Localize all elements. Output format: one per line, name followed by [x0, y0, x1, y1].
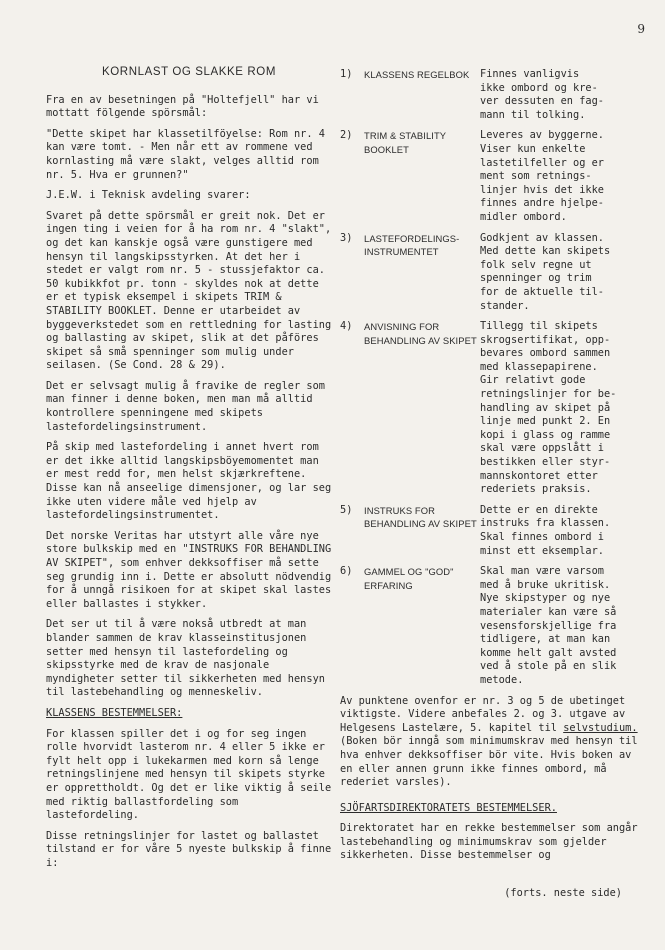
- left-column: [46, 66, 332, 877]
- item-number: 4): [340, 320, 353, 333]
- paragraph: På skip med lastefordeling i annet hvert rom er det ikke alltid langskipsböyemomentet man er mest redd for, men helst skjærkreftene. Disse kan nå anseelige dimensjoner, og lar seg ikke uten videre måle ved hjelp av lastefordelingsinstrumentet.: [46, 441, 332, 522]
- paragraph: Det norske Veritas har utstyrt alle våre nye store bulkskip med en "INSTRUKS FOR BEHANDLING AV SKIPET", som enhver dekksoffiser må sette seg grundig inn i. Dette er absolutt nödvendig for å unngå risikoen for at skipet skal lastes eller ballastes i stykker.: [46, 529, 332, 610]
- list-item: [340, 504, 640, 558]
- item-description: Dette er en direkte instruks fra klassen. Skal finnes ombord i minst ett eksemplar.: [480, 503, 611, 557]
- summary-paragraph: Av punktene ovenfor er nr. 3 og 5 de ubetinget viktigste. Videre anbefales 2. og 3. utgave av Helgesens Lastelære, 5. kapitel til selvstudium. (Boken bör inngå som minimumskrav med hensyn til hva enhver dekksoffiser bör vite. Hvis boken av en eller annen grunn ikke finnes ombord, må rederiet varsles).: [340, 694, 638, 789]
- page-number: 9: [637, 22, 645, 36]
- item-name: INSTRUKS FOR BEHANDLING AV SKIPET: [364, 504, 477, 530]
- item-name: LASTEFORDELINGS-INSTRUMENTET: [364, 232, 460, 258]
- paragraph: For klassen spiller det i og for seg ingen rolle hvorvidt lasterom nr. 4 eller 5 ikke er fylt helt opp i lukekarmen med korn så lenge retningslinjene med hensyn til skipets styrke er opprettholdt. Og det er like viktig å seile med riktig ballastfordeling som lastefordeling.: [46, 727, 332, 822]
- section-heading: KLASSENS BESTEMMELSER:: [46, 706, 183, 719]
- paragraph: J.E.W. i Teknisk avdeling svarer:: [46, 189, 251, 202]
- paragraph: Svaret på dette spörsmål er greit nok. Det er ingen ting i veien for å ha rom nr. 4 "slakt", og det kan kanskje også være gunstigere med hensyn til langskipsstyrken. At det her i stedet er valgt rom nr. 5 - stussjefaktor ca. 50 kubikkfot pr. tonn - skyldes nok at dette er et typisk eksempel i skipets TRIM & STABILITY BOOKLET. Denne er utarbeidet av byggeverkstedet som en rettledning for lasting og ballasting av skipet, slik at det påföres skipet så små spenninger som mulig under seilasen. (Se Cond. 28 & 29).: [46, 209, 332, 372]
- item-number: 1): [340, 68, 353, 80]
- item-description: Tillegg til skipets skrogsertifikat, opp- bevares ombord sammen med klassepapirene. Gir relativt gode retningslinjer for be- handling av skipet på linje med punkt 2. En kopi i glass og ramme skal være oppslått i bestikken eller styr- mannskontoret etter rederiets praksis.: [480, 320, 617, 496]
- paragraph: Fra en av besetningen på "Holtefjell" har vi mottatt fölgende spörsmål:: [46, 93, 319, 120]
- item-description: Leveres av byggerne. Viser kun enkelte lastetilfeller og er ment som retnings- linjer hvis det ikke finnes andre hjelpe- midler ombord.: [480, 129, 604, 223]
- item-name: KLASSENS REGELBOK: [364, 69, 470, 80]
- list-item: [340, 232, 640, 314]
- item-number: 3): [340, 231, 353, 244]
- continued-note: (forts. neste side): [504, 887, 622, 900]
- item-number: 6): [340, 565, 353, 578]
- item-description: Godkjent av klassen. Med dette kan skipets folk selv regne ut spenninger og trim for de aktuelle til- stander.: [480, 231, 611, 312]
- item-number: 2): [340, 129, 353, 142]
- paragraph: Det er selvsagt mulig å fravike de regler som man finner i denne boken, men man må alltid kontrollere spenningene med skipets lastefordelingsinstrument.: [46, 379, 325, 433]
- item-description: Finnes vanligvis ikke ombord og kre- ver dessuten en fag- mann til tolking.: [480, 68, 604, 121]
- article-title: KORNLAST OG SLAKKE ROM: [101, 66, 277, 78]
- paragraph: Disse retningslinjer for lastet og ballastet tilstand er for våre 5 nyeste bulkskip å finne i:: [46, 829, 332, 869]
- item-number: 5): [340, 503, 353, 516]
- item-name: TRIM & STABILITY BOOKLET: [364, 130, 446, 155]
- item-name: GAMMEL OG "GOD" ERFARING: [364, 566, 454, 591]
- list-item: [340, 320, 640, 497]
- section-heading: SJÖFARTSDIREKTORATETS BESTEMMELSER.: [340, 801, 557, 814]
- list-item: [340, 565, 640, 687]
- item-description: Skal man være varsom med å bruke ukritisk. Nye skipstyper og nye materialer kan være så vesensforskjellige fra tidligere, at man kan komme helt galt avsted ved å stole på en slik metode.: [480, 565, 617, 686]
- paragraph: Direktoratet har en rekke bestemmelser som angår lastebehandling og minimumskrav som gjelder sikkerheten. Disse bestemmelser og: [340, 822, 638, 862]
- paragraph: Det ser ut til å være nokså utbredt at man blander sammen de krav klasseinstitusjonen setter med hensyn til lastefordeling og skipsstyrke med de krav de nasjonale myndigheter setter til sikkerheten med hensyn til lastebehandling og menneskeliv.: [46, 618, 325, 699]
- emphasis: selvstudium.: [563, 721, 638, 734]
- paragraph: "Dette skipet har klassetilföyelse: Rom nr. 4 kan være tomt. - Men når ett av rommene ved kornlasting må være slakt, velges alltid rom nr. 5. Hva er grunnen?": [46, 127, 325, 181]
- list-item: [340, 68, 640, 122]
- right-column: [340, 68, 640, 901]
- item-name: ANVISNING FOR BEHANDLING AV SKIPET: [364, 321, 477, 346]
- list-item: [340, 129, 640, 224]
- right-text: [340, 695, 640, 901]
